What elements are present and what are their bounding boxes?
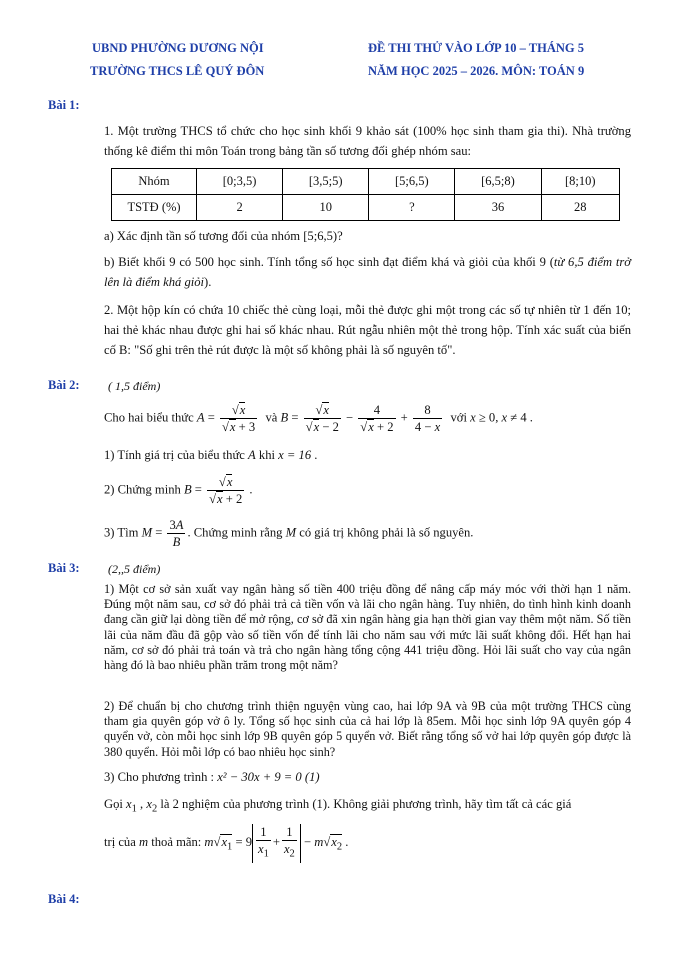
bai1-label: Bài 1: (48, 98, 80, 112)
table-cell: 36 (455, 195, 541, 221)
bai3-paragraph-2: 2) Để chuẩn bị cho chương trình thiện nguyện vùng cao, hai lớp 9A và 9B của một trường THCS cùng tham gia quyên góp vở ô ly. Tổng số học sinh của cả hai lớp là 85em. Mỗi học sinh lớp 9A quyên góp 4 quyển vở, còn mỗi học sinh lớp 9B quyên góp 5 quyển vở. Biết rằng tổng số vở hai lớp quyên góp được là 380 quyển. Hỏi mỗi lớp có bao nhiêu học sinh? (104, 699, 631, 759)
table-cell: [6,5;8) (455, 169, 541, 195)
bai1-paragraph-1: 1. Một trường THCS tổ chức cho học sinh khối 9 khảo sát (100% học sinh tham gia thi). Nhà trường thống kê điểm thi môn Toán trong bảng tần số tương đối ghép nhóm sau: (104, 124, 631, 158)
table-cell: [3,5;5) (283, 169, 369, 195)
fraction-a: $\frac{√x}{√x + 3}$ (221, 403, 256, 434)
bai2-question-1: 1) Tính giá trị của biểu thức A khi x = 16 . (104, 448, 318, 462)
table-row (112, 169, 620, 195)
header-right-line2: NĂM HỌC 2025 – 2026. MÔN: TOÁN 9 (368, 64, 585, 78)
bai2-label: Bài 2: (48, 378, 80, 392)
bai1-paragraph-2: 2. Một hộp kín có chứa 10 chiếc thẻ cùng loại, mỗi thẻ được ghi một trong các số tự nhiên từ 1 đến 10; hai thẻ khác nhau được ghi hai số khác nhau. Rút ngẫu nhiên một thẻ trong hộp. Tính xác suất của biến cố B: "Số ghi trên thẻ rút được là một số không phải là số nguyên tố". (104, 303, 631, 357)
header-left-line1: UBND PHƯỜNG DƯƠNG NỘI (92, 41, 264, 55)
bai4-label: Bài 4: (48, 892, 80, 906)
bai3-paragraph-1: 1) Một cơ sở sản xuất vay ngân hàng số tiền 400 triệu đồng để nâng cấp máy móc với thời hạn 1 năm. Đúng một năm sau, cơ sở đó phải trả cả tiền vốn và lãi cho ngân hàng. Tuy nhiên, do tình hình kinh doanh đang cần giữ lại dòng tiền để mở rộng, cơ sở đã xin ngân hàng gia hạn thời gian vay thêm một năm. Số tiền lãi của năm đầu đã gộp vào số tiền vốn để tính lãi cho năm sau với mức lãi suất không đổi. Hết hạn hai năm, cơ sở đó phải trả toán và trả cho ngân hàng tổng cộng 441 triệu đồng. Hỏi lãi suất cho vay của ngân hàng đó là bao nhiêu phần trăm trong một năm? (104, 582, 631, 673)
bai2-points: ( 1,5 điểm) (108, 379, 161, 393)
bai2-question-3: 3) Tìm M = $\frac{3A}{B}$ . Chứng minh rằng M có giá trị không phải là số nguyên. (104, 518, 474, 549)
table-cell: ? (369, 195, 455, 221)
table-cell: 10 (283, 195, 369, 221)
absolute-value: $\frac{1}{x_1}$ + $\frac{1}{x_2}$ (252, 824, 301, 863)
bai1-question-a: a) Xác định tần số tương đối của nhóm [5;6,5)? (104, 229, 343, 243)
bai3-points: (2,,5 điểm) (108, 562, 161, 576)
bai2-question-2: 2) Chứng minh B = $\frac{√x}{√x + 2}$ . (104, 475, 253, 506)
table-cell: [0;3,5) (197, 169, 283, 195)
table-cell: [8;10) (541, 169, 619, 195)
table-cell: [5;6,5) (369, 169, 455, 195)
bai3-paragraph-3: 3) Cho phương trình : x² − 30x + 9 = 0 (1) (104, 770, 320, 784)
frequency-table (111, 168, 620, 221)
bai3-paragraph-5: trị của m thoả mãn: $m√x_1 = 9$ $\frac{1}{x_1}$ + $\frac{1}{x_2}$ − $m√x_2$ . (104, 824, 348, 863)
table-cell: 2 (197, 195, 283, 221)
table-row (112, 195, 620, 221)
bai3-label: Bài 3: (48, 561, 80, 575)
table-head-tstd: TSTĐ (%) (112, 195, 197, 221)
bai2-expressions: Cho hai biểu thức A = $\frac{√x}{√x + 3}$ và B = $\frac{√x}{√x - 2}$ − $\frac{4}{√x + 2}$ + $\frac{8}{4 - x}$ với x ≥ 0, x ≠ 4 . (104, 403, 533, 434)
header-right-line1: ĐỀ THI THỬ VÀO LỚP 10 – THÁNG 5 (368, 41, 585, 55)
header-left-line2: TRƯỜNG THCS LÊ QUÝ ĐÔN (90, 64, 265, 78)
bai3-paragraph-4: Gọi $x_1$ , $x_2$ là 2 nghiệm của phương trình (1). Không giải phương trình, hãy tìm tất cả các giá (104, 797, 572, 815)
table-cell: 28 (541, 195, 619, 221)
table-head-group: Nhóm (112, 169, 197, 195)
bai1-question-b: b) Biết khối 9 có 500 học sinh. Tính tổng số học sinh đạt điểm khá và giỏi của khối 9 (từ 6,5 điểm trở lên là điểm khá giỏi). (104, 255, 631, 289)
